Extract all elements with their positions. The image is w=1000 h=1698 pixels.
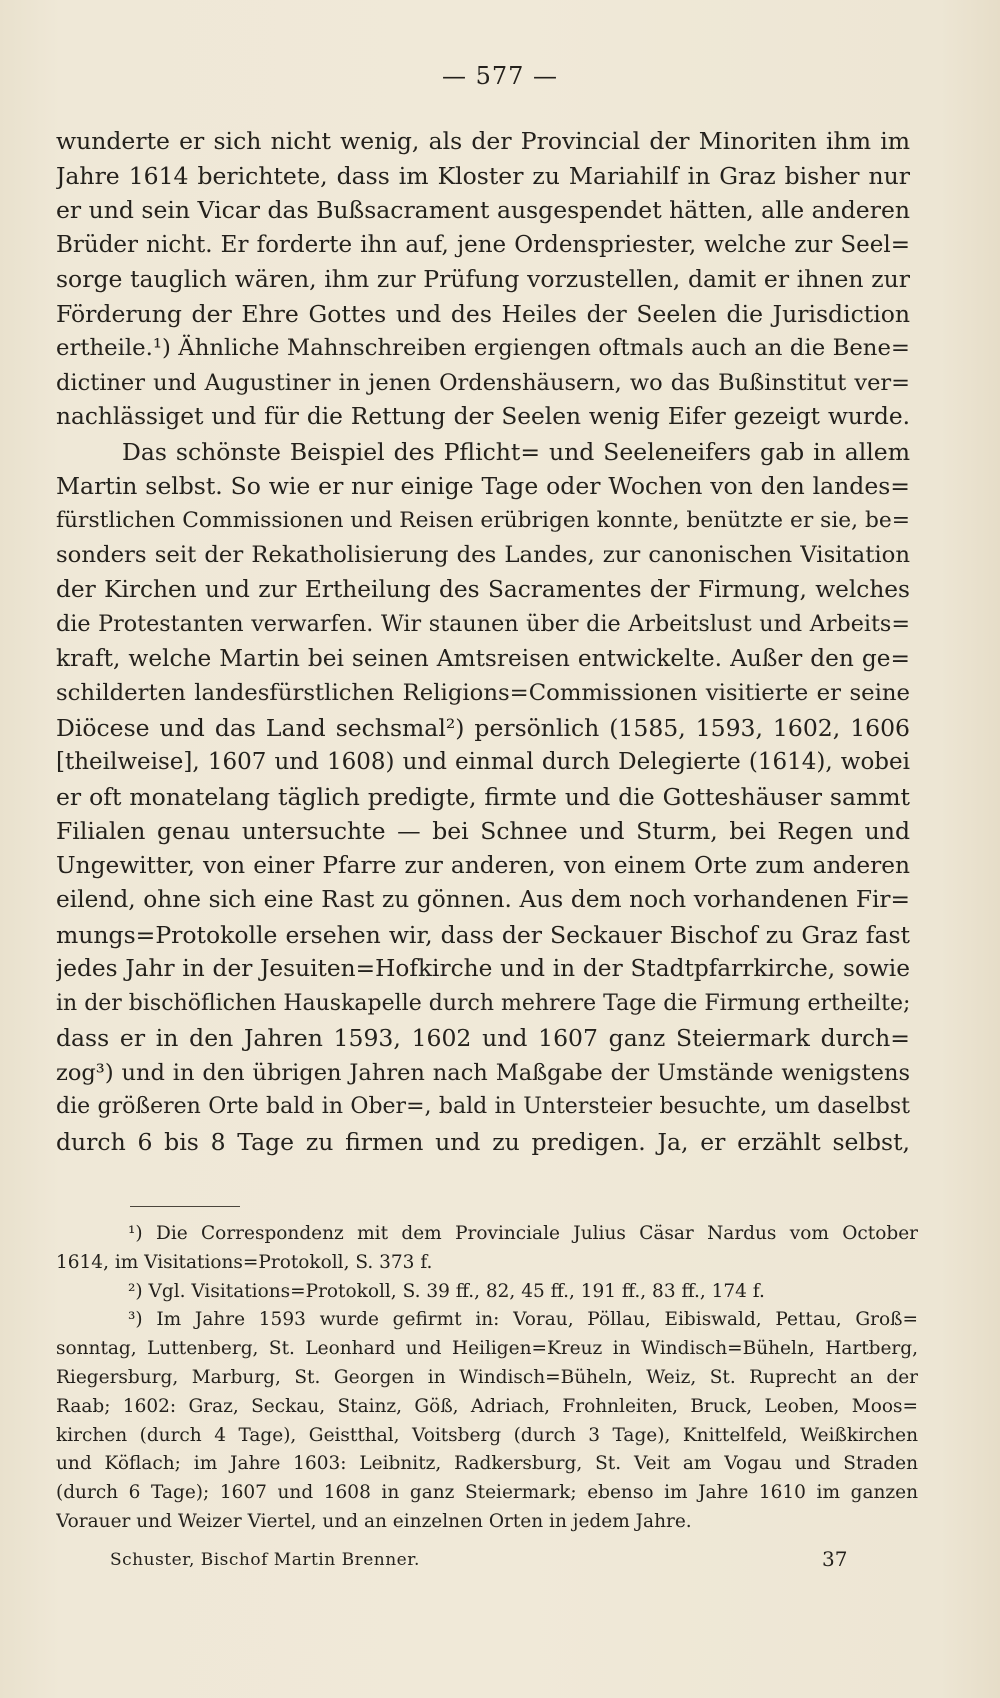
text-line: der Kirchen und zur Ertheilung des Sacramentes der Firmung, welches [56,575,910,603]
text-line: schilderten landesfürstlichen Religions=Commissionen visitierte er seine [56,680,910,706]
text-line: Martin selbst. So wie er nur einige Tage oder Wochen von den landes= [56,472,910,500]
footnote-line: ³) Im Jahre 1593 wurde gefirmt in: Vorau, Pöllau, Eibiswald, Pettau, Groß= [128,1309,918,1331]
footnote-line: 1614, im Visitations=Protokoll, S. 373 f. [56,1251,433,1273]
text-line: die Protestanten verwarfen. Wir staunen über die Arbeitslust und Arbeits= [56,611,910,637]
footnote-divider [130,1206,240,1207]
text-line: nachlässiget und für die Rettung der Seelen wenig Eifer gezeigt wurde. [56,403,910,430]
page-number: — 577 — [441,62,559,90]
text-line: wunderte er sich nicht wenig, als der Provincial der Minoriten ihm im [56,127,910,155]
text-line: Jahre 1614 berichtete, dass im Kloster zu Mariahilf in Graz bisher nur [56,161,910,190]
footnote-line: ²) Vgl. Visitations=Protokoll, S. 39 ff., 82, 45 ff., 191 ff., 83 ff., 174 f. [128,1280,765,1302]
text-line: mungs=Protokolle ersehen wir, dass der Seckauer Bischof zu Graz fast [56,920,910,949]
text-line: kraft, welche Martin bei seinen Amtsreisen entwickelte. Außer den ge= [56,644,910,672]
text-line: er und sein Vicar das Bußsacrament ausgespendet hätten, alle anderen [56,196,910,224]
text-line: fürstlichen Commissionen und Reisen erübrigen konnte, benützte er sie, be= [56,507,910,533]
footnote-line: ¹) Die Correspondenz mit dem Provinciale Julius Cäsar Nardus vom October [128,1223,918,1244]
text-line: dass er in den Jahren 1593, 1602 und 1607 ganz Steiermark durch= [56,1024,910,1052]
text-line: Filialen genau untersuchte — bei Schnee und Sturm, bei Regen und [56,817,910,845]
footnotes [56,1220,918,1537]
footnote-line: kirchen (durch 4 Tage), Geistthal, Voitsberg (durch 3 Tage), Knittelfeld, Weißkirchen [56,1424,918,1446]
text-line: Diöcese und das Land sechsmal²) persönlich (1585, 1593, 1602, 1606 [56,713,910,742]
footnote-line: (durch 6 Tage); 1607 und 1608 in ganz Steiermark; ebenso im Jahre 1610 im ganzen [56,1482,918,1504]
footnote-line: Raab; 1602: Graz, Seckau, Stainz, Göß, Adriach, Frohnleiten, Bruck, Leoben, Moos= [56,1395,918,1417]
text-line: sorge tauglich wären, ihm zur Prüfung vorzustellen, damit er ihnen zur [56,265,910,293]
main-text [56,124,910,1159]
text-line: Förderung der Ehre Gottes und des Heiles der Seelen die Jurisdiction [56,299,910,328]
text-line: ertheile.¹) Ähnliche Mahnschreiben ergiengen oftmals auch an die Bene= [56,335,910,361]
footnote-line: Vorauer und Weizer Viertel, und an einzelnen Orten in jedem Jahre. [56,1510,692,1532]
printer-signature: Schuster, Bischof Martin Brenner. [110,1550,420,1570]
text-line: Brüder nicht. Er forderte ihn auf, jene Ordenspriester, welche zur Seel= [56,231,910,258]
text-line: Ungewitter, von einer Pfarre zur anderen, von einem Orte zum anderen [56,851,910,879]
footnote-line: Riegersburg, Marburg, St. Georgen in Windisch=Büheln, Weiz, St. Ruprecht an der [56,1366,918,1388]
text-line: zog³) und in den übrigen Jahren nach Maßgabe der Umstände wenigstens [56,1059,910,1086]
text-line: durch 6 bis 8 Tage zu firmen und zu predigen. Ja, er erzählt selbst, [56,1127,910,1156]
text-line: Das schönste Beispiel des Pflicht= und Seeleneifers gab in allem [122,437,910,466]
text-line: [theilweise], 1607 und 1608) und einmal durch Delegierte (1614), wobei [56,749,910,775]
text-line: er oft monatelang täglich predigte, firmte und die Gotteshäuser sammt [56,782,910,811]
footnote-line: sonntag, Luttenberg, St. Leonhard und Heiligen=Kreuz in Windisch=Büheln, Hartberg, [56,1338,918,1360]
text-line: eilend, ohne sich eine Rast zu gönnen. Aus dem noch vorhandenen Fir= [56,886,910,913]
sheet-number: 37 [822,1547,848,1571]
text-line: sonders seit der Rekatholisierung des Landes, zur canonischen Visitation [56,542,910,568]
text-line: die größeren Orte bald in Ober=, bald in Untersteier besuchte, um daselbst [56,1094,910,1119]
footnote-line: und Köflach; im Jahre 1603: Leibnitz, Radkersburg, St. Veit am Vogau und Straden [56,1453,918,1475]
text-line: jedes Jahr in der Jesuiten=Hofkirche und in der Stadtpfarrkirche, sowie [56,955,910,982]
text-line: in der bischöflichen Hauskapelle durch mehrere Tage die Firmung ertheilte; [56,990,910,1016]
text-line: dictiner und Augustiner in jenen Ordenshäusern, wo das Bußinstitut ver= [56,369,910,396]
